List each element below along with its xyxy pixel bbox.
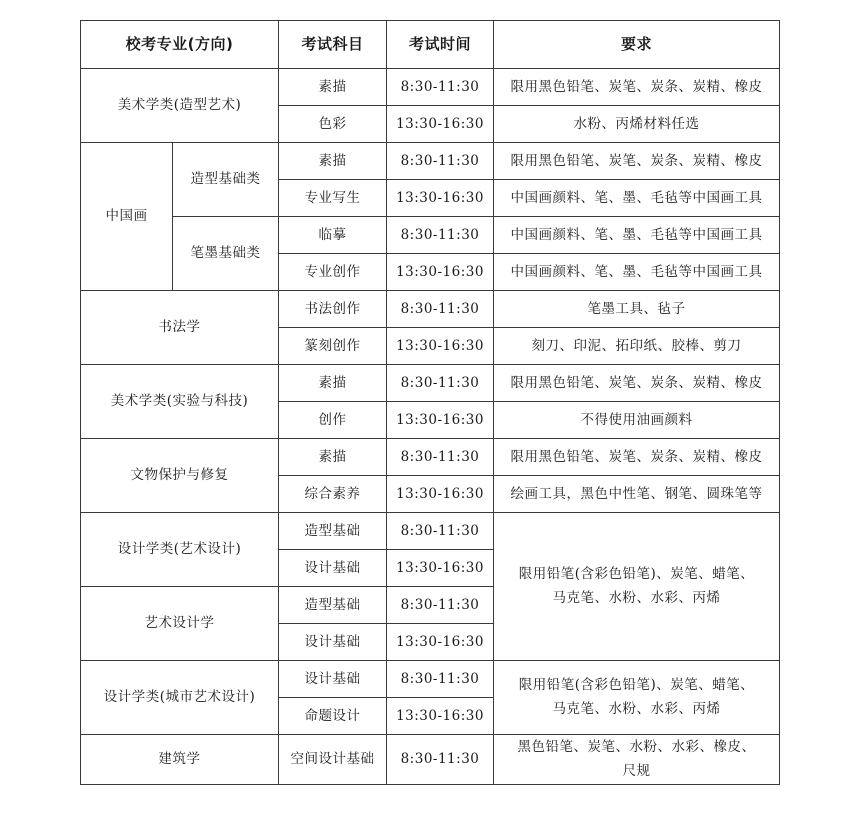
time-cell: 13:30-16:30 <box>387 698 494 735</box>
subject-cell: 设计基础 <box>279 624 387 661</box>
requirement-cell: 笔墨工具、毡子 <box>494 291 780 328</box>
requirement-line: 马克笔、水粉、水彩、丙烯 <box>552 700 721 717</box>
subject-cell: 命题设计 <box>279 698 387 735</box>
subject-cell: 书法创作 <box>279 291 387 328</box>
time-cell: 13:30-16:30 <box>387 328 494 365</box>
major-cell: 文物保护与修复 <box>81 439 279 513</box>
subject-cell: 篆刻创作 <box>279 328 387 365</box>
time-cell: 13:30-16:30 <box>387 106 494 143</box>
major-cell: 艺术设计学 <box>81 587 279 661</box>
subject-cell: 创作 <box>279 402 387 439</box>
requirement-line: 马克笔、水粉、水彩、丙烯 <box>552 589 721 606</box>
time-cell: 8:30-11:30 <box>387 587 494 624</box>
table-row <box>81 291 780 328</box>
time-cell: 8:30-11:30 <box>387 217 494 254</box>
time-cell: 8:30-11:30 <box>387 69 494 106</box>
requirement-line: 黑色铅笔、炭笔、水粉、水彩、橡皮、 <box>517 738 756 755</box>
subject-cell: 造型基础 <box>279 587 387 624</box>
table-row <box>81 513 780 550</box>
requirement-line: 限用铅笔(含彩色铅笔)、炭笔、蜡笔、 <box>518 565 755 582</box>
major-cell: 中国画 <box>81 143 173 291</box>
sub-major-cell: 造型基础类 <box>173 143 279 217</box>
subject-cell: 色彩 <box>279 106 387 143</box>
subject-cell: 专业创作 <box>279 254 387 291</box>
table-row <box>81 365 780 402</box>
time-cell: 8:30-11:30 <box>387 365 494 402</box>
header-requirement: 要求 <box>494 21 780 69</box>
requirement-cell <box>494 735 780 785</box>
requirement-cell <box>494 661 780 735</box>
requirement-cell: 绘画工具，黑色中性笔、钢笔、圆珠笔等 <box>494 476 780 513</box>
time-cell: 8:30-11:30 <box>387 735 494 785</box>
requirement-cell: 限用黑色铅笔、炭笔、炭条、炭精、橡皮 <box>494 439 780 476</box>
subject-cell: 造型基础 <box>279 513 387 550</box>
header-time: 考试时间 <box>387 21 494 69</box>
time-cell: 8:30-11:30 <box>387 291 494 328</box>
requirement-cell: 限用黑色铅笔、炭笔、炭条、炭精、橡皮 <box>494 69 780 106</box>
subject-cell: 素描 <box>279 439 387 476</box>
time-cell: 13:30-16:30 <box>387 624 494 661</box>
subject-cell: 素描 <box>279 69 387 106</box>
sub-major-cell: 笔墨基础类 <box>173 217 279 291</box>
subject-cell: 设计基础 <box>279 550 387 587</box>
time-cell: 13:30-16:30 <box>387 402 494 439</box>
table-row <box>81 143 780 180</box>
time-cell: 8:30-11:30 <box>387 661 494 698</box>
requirement-line: 限用铅笔(含彩色铅笔)、炭笔、蜡笔、 <box>518 676 755 693</box>
requirement-line: 尺规 <box>622 762 651 779</box>
requirement-cell: 中国画颜料、笔、墨、毛毡等中国画工具 <box>494 217 780 254</box>
time-cell: 8:30-11:30 <box>387 439 494 476</box>
table-row <box>81 69 780 106</box>
requirement-cell: 限用黑色铅笔、炭笔、炭条、炭精、橡皮 <box>494 143 780 180</box>
subject-cell: 素描 <box>279 365 387 402</box>
subject-cell: 综合素养 <box>279 476 387 513</box>
time-cell: 8:30-11:30 <box>387 143 494 180</box>
table-row <box>81 439 780 476</box>
subject-cell: 设计基础 <box>279 661 387 698</box>
header-subject: 考试科目 <box>279 21 387 69</box>
requirement-cell: 刻刀、印泥、拓印纸、胶棒、剪刀 <box>494 328 780 365</box>
major-cell: 美术学类(造型艺术) <box>81 69 279 143</box>
time-cell: 13:30-16:30 <box>387 550 494 587</box>
subject-cell: 空间设计基础 <box>279 735 387 785</box>
subject-cell: 临摹 <box>279 217 387 254</box>
subject-cell: 专业写生 <box>279 180 387 217</box>
major-cell: 美术学类(实验与科技) <box>81 365 279 439</box>
table-row <box>81 217 780 254</box>
time-cell: 8:30-11:30 <box>387 513 494 550</box>
subject-cell: 素描 <box>279 143 387 180</box>
requirement-cell: 水粉、丙烯材料任选 <box>494 106 780 143</box>
major-cell: 建筑学 <box>81 735 279 785</box>
table-header-row <box>81 21 780 69</box>
time-cell: 13:30-16:30 <box>387 476 494 513</box>
requirement-cell: 不得使用油画颜料 <box>494 402 780 439</box>
major-cell: 设计学类(城市艺术设计) <box>81 661 279 735</box>
table-row <box>81 661 780 698</box>
major-cell: 设计学类(艺术设计) <box>81 513 279 587</box>
time-cell: 13:30-16:30 <box>387 254 494 291</box>
requirement-cell: 中国画颜料、笔、墨、毛毡等中国画工具 <box>494 180 780 217</box>
requirement-cell <box>494 513 780 661</box>
header-major: 校考专业(方向) <box>81 21 279 69</box>
exam-schedule-table <box>80 20 780 785</box>
major-cell: 书法学 <box>81 291 279 365</box>
time-cell: 13:30-16:30 <box>387 180 494 217</box>
requirement-cell: 中国画颜料、笔、墨、毛毡等中国画工具 <box>494 254 780 291</box>
table-row <box>81 735 780 785</box>
requirement-cell: 限用黑色铅笔、炭笔、炭条、炭精、橡皮 <box>494 365 780 402</box>
